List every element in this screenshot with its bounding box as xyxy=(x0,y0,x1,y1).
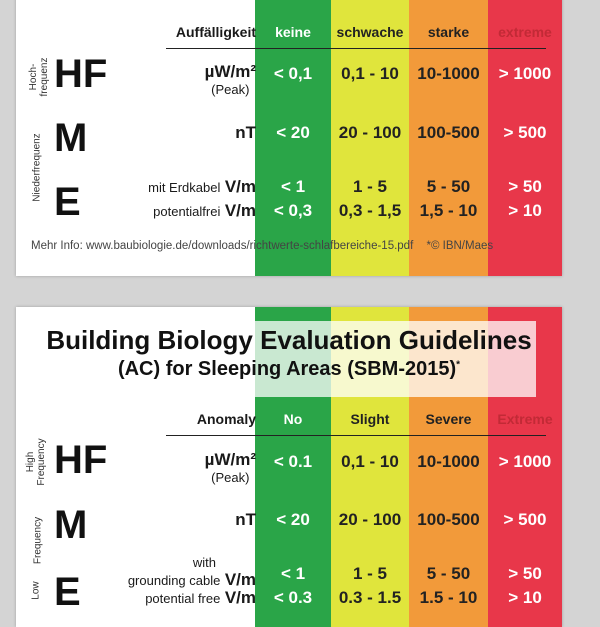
hf-unit-label: µW/m² (Peak) xyxy=(204,450,256,485)
col-severe: starke xyxy=(427,24,470,40)
nf-side-label: Niederfrequenz xyxy=(31,133,43,202)
m-unit: nT xyxy=(235,510,256,529)
e1-val-no: < 1 xyxy=(280,564,306,583)
e1-val-extreme: > 50 xyxy=(508,564,542,583)
e1-val-severe: 5 - 50 xyxy=(426,177,471,196)
hf-val-extreme: > 1000 xyxy=(498,64,552,83)
col-slight: schwache xyxy=(336,24,404,40)
m-val-extreme: > 500 xyxy=(503,123,547,142)
e1-val-none: < 1 xyxy=(280,177,306,196)
hf-val-severe: 10-1000 xyxy=(417,64,480,83)
m-val-extreme: > 500 xyxy=(503,510,547,529)
e2-val-slight: 0.3 - 1.5 xyxy=(338,588,402,607)
hf-letters: HF xyxy=(54,438,108,482)
e2-val-severe: 1.5 - 10 xyxy=(419,588,478,607)
e2-val-none: < 0,3 xyxy=(273,201,313,220)
e2-val-slight: 0,3 - 1,5 xyxy=(338,201,402,220)
header-label: Anomaly xyxy=(196,411,256,427)
e1-val-extreme: > 50 xyxy=(508,177,542,196)
hf-val-no: < 0.1 xyxy=(273,452,313,471)
hf-val-none: < 0,1 xyxy=(273,64,313,83)
e-row1-label: with grounding cable V/m xyxy=(127,555,256,589)
e-row2-label: potentialfrei V/m xyxy=(153,201,256,220)
e-row1-label: mit Erdkabel V/m xyxy=(148,177,256,196)
e-letter: E xyxy=(54,180,81,224)
footer-info xyxy=(31,240,493,252)
col-extreme: Extreme xyxy=(497,411,553,427)
col-slight: Slight xyxy=(350,411,390,427)
m-val-severe: 100-500 xyxy=(417,123,480,142)
english-guidelines-card xyxy=(16,307,562,627)
hf-side-label: High Frequency xyxy=(25,438,47,486)
e2-val-extreme: > 10 xyxy=(508,201,542,220)
e2-val-severe: 1,5 - 10 xyxy=(419,201,478,220)
e1-val-severe: 5 - 50 xyxy=(426,564,471,583)
e1-val-slight: 1 - 5 xyxy=(352,564,388,583)
m-val-no: < 20 xyxy=(276,510,310,529)
hf-unit-label: µW/m² (Peak) xyxy=(204,62,256,97)
m-unit: nT xyxy=(235,123,256,142)
footer-copyright: *© IBN/Maes xyxy=(426,240,494,252)
m-val-severe: 100-500 xyxy=(417,510,480,529)
e2-val-no: < 0.3 xyxy=(273,588,313,607)
lf-side-label-low: Low xyxy=(30,581,42,600)
e-letter: E xyxy=(54,570,81,614)
header-rule xyxy=(166,435,546,436)
m-val-none: < 20 xyxy=(276,123,310,142)
hf-val-severe: 10-1000 xyxy=(417,452,480,471)
header-label: Auffälligkeit xyxy=(175,24,256,40)
german-guidelines-card xyxy=(16,0,562,276)
hf-side-label: Hoch- frequenz xyxy=(28,57,50,97)
page-subtitle: (AC) for Sleeping Areas (SBM-2015)* xyxy=(117,358,461,380)
e1-val-slight: 1 - 5 xyxy=(352,177,388,196)
lf-side-label: Frequency xyxy=(32,516,44,565)
col-extreme: extreme xyxy=(498,24,552,40)
col-none: keine xyxy=(275,24,311,40)
m-letter: M xyxy=(54,116,88,160)
e-row2-label: potential free V/m xyxy=(145,588,256,607)
page-title: Building Biology Evaluation Guidelines xyxy=(46,325,532,355)
hf-val-slight: 0,1 - 10 xyxy=(341,452,399,471)
hf-letters: HF xyxy=(54,52,108,96)
footer-link[interactable]: Mehr Info: www.baubiologie.de/downloads/richtwerte-schlafbereiche-15.pdf xyxy=(31,240,414,252)
col-severe: Severe xyxy=(425,411,472,427)
hf-val-extreme: > 1000 xyxy=(498,452,552,471)
m-val-slight: 20 - 100 xyxy=(338,123,402,142)
header-rule xyxy=(166,48,546,49)
m-letter: M xyxy=(54,503,88,547)
col-no: No xyxy=(283,411,303,427)
m-val-slight: 20 - 100 xyxy=(338,510,402,529)
hf-val-slight: 0,1 - 10 xyxy=(341,64,399,83)
e2-val-extreme: > 10 xyxy=(508,588,542,607)
